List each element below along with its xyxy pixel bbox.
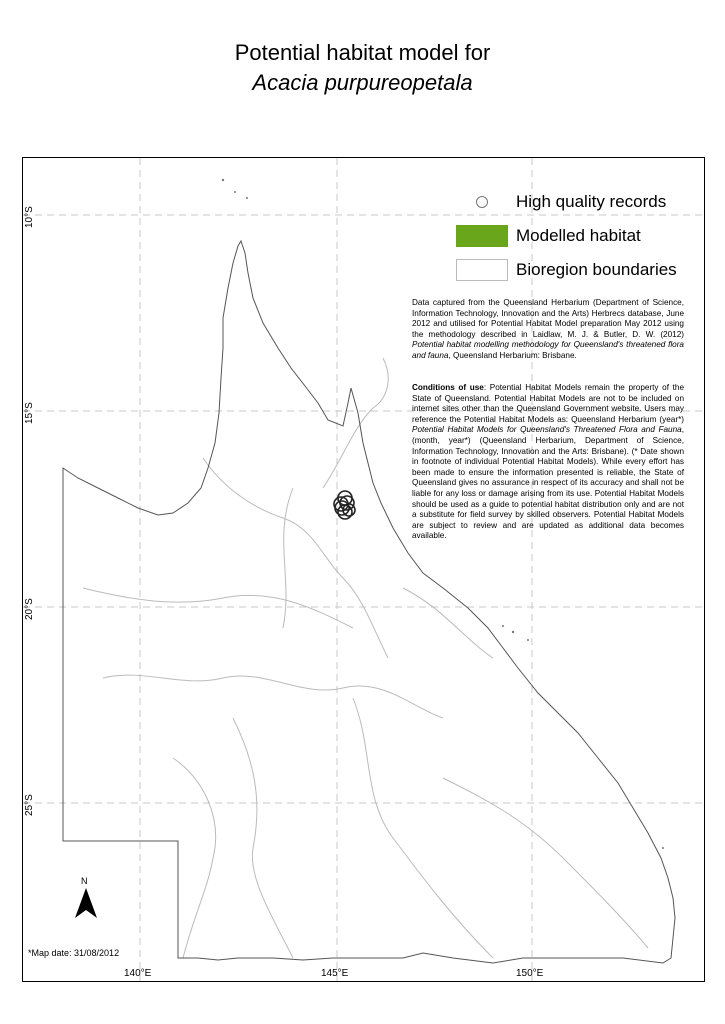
conditions-citation: Potential Habitat Models for Queensland's Threatened Flora and Fauna <box>412 425 682 435</box>
legend-bioregion-label: Bioregion boundaries <box>516 260 677 279</box>
conditions-text-2: , (month, year*) (Queensland Herbarium, Department of Science, Information Technology, Innovation and the Arts: Brisbane). (* Date shown in footnote of individual Potential Habitat Models). While every effort has been made to ensure the information presented is reliable, the State of Queensland gives no assurance in respect of its accuracy and shall not be liable for any loss or damage arising from its use. Potential Habitat Models should be used as a guide to potential habitat distribution only and are not a substitute for field survey by skilled observers. Potential Habitat Models are subject to review and are updated as additional data becomes available. <box>412 425 684 541</box>
legend-habitat-symbol <box>456 225 508 247</box>
map-title-line1: Potential habitat model for <box>234 40 491 65</box>
lon-label-145e: 145°E <box>321 968 349 979</box>
legend-records-label: High quality records <box>516 192 667 211</box>
legend-records-symbol <box>456 191 508 213</box>
data-source-publisher: , Queensland Herbarium: Brisbane. <box>448 350 577 360</box>
conditions-text-1: : Potential Habitat Models remain the property of the State of Queensland. Potential Habitat Models are not to be included on internet sites other than the Queensland Government website. Users may reference the Potential Habitat Models as: Queensland Herbarium (year*) <box>412 383 684 424</box>
record-point <box>338 505 352 519</box>
data-source-citation: Potential habitat modelling methodology for Queensland's threatened flora and fauna <box>412 340 684 360</box>
data-source-text: Data captured from the Queensland Herbarium (Department of Science, Information Technology, Innovation and the Arts) Herbrecs database, June 2012 and utilised for Potential Habitat Model preparation May 2012 using the methodology described in Laidlaw, M. J. & Butler, D. W. (2012) <box>412 298 684 339</box>
lon-label-150e: 150°E <box>516 968 544 979</box>
lat-label-20s: 20°S <box>24 598 35 620</box>
legend-habitat-label: Modelled habitat <box>516 226 641 245</box>
lat-label-25s: 25°S <box>24 794 35 816</box>
north-label: N <box>81 876 88 886</box>
north-arrow-icon <box>73 888 99 922</box>
north-arrow <box>73 876 99 920</box>
lat-label-15s: 15°S <box>24 402 35 424</box>
lat-label-10s: 10°S <box>24 206 35 228</box>
legend-bioregion <box>456 258 677 282</box>
legend-habitat <box>456 224 641 248</box>
legend-bioregion-symbol <box>456 259 508 281</box>
data-source-note <box>412 298 684 362</box>
map-date: *Map date: 31/08/2012 <box>28 948 120 958</box>
conditions-of-use-note <box>412 383 684 542</box>
lon-label-140e: 140°E <box>124 968 152 979</box>
map-title-species: Acacia purpureopetala <box>252 70 473 95</box>
conditions-heading: Conditions of use <box>412 383 484 392</box>
legend-records <box>456 190 666 214</box>
map-frame <box>22 157 705 982</box>
